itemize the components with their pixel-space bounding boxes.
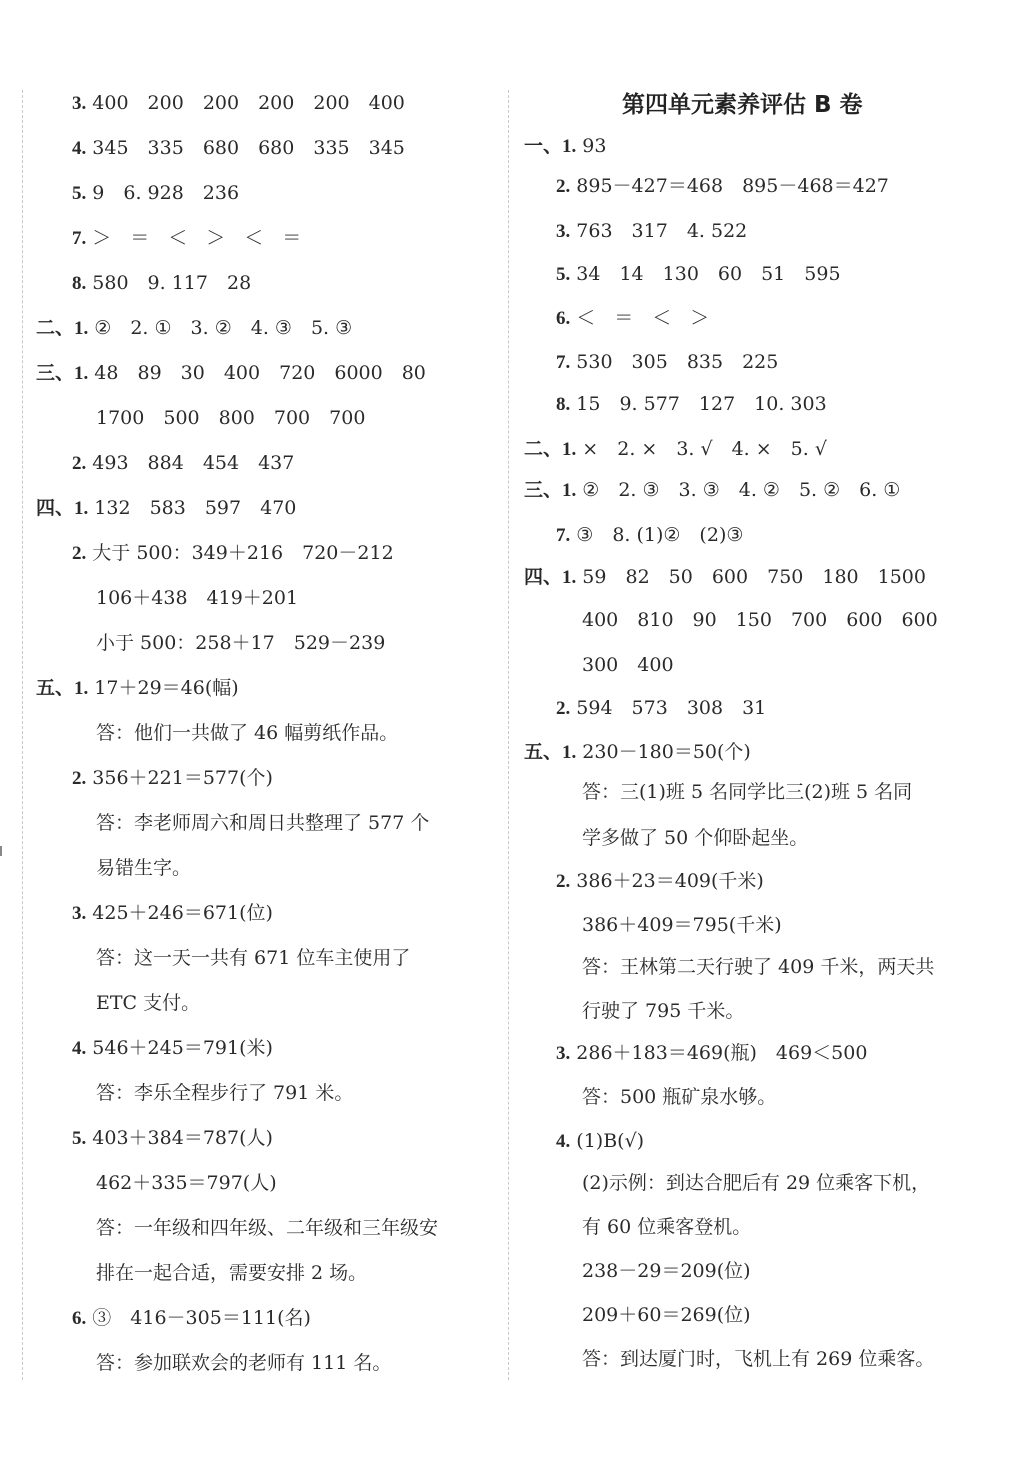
answer-text: 答：这一天一共有 671 位车主使用了 [96,947,411,969]
column-divider [508,90,509,1380]
left-answer-line [96,1351,391,1375]
question-number: 3. [556,221,571,242]
question-number: 5. [556,264,571,285]
question-number: 五、1. [524,742,577,763]
question-number: 7. [72,228,87,249]
answer-text: 34 14 130 60 51 595 [570,263,841,285]
answer-text: 答：王林第二天行驶了 409 千米，两天共 [582,956,935,978]
answer-text: 345 335 680 680 335 345 [86,137,405,159]
left-answer-line [96,586,298,610]
question-number: 4. [72,138,87,159]
answer-text: 15 9. 577 127 10. 303 [570,393,827,415]
left-answer-line [36,316,352,341]
answer-text: 易错生字。 [96,857,192,879]
question-number: 5. [72,1128,87,1149]
right-answer-line [582,999,744,1023]
question-number: 2. [72,543,87,564]
right-answer-line [524,740,751,765]
left-answer-line [96,1081,353,1105]
left-answer-line [96,856,191,880]
right-answer-line [556,174,889,199]
left-answer-line [72,91,405,116]
answer-text: 59 82 50 600 750 180 1500 [576,566,926,588]
question-number: 2. [556,871,571,892]
question-number: 四、1. [524,567,577,588]
left-answer-line [72,1306,311,1331]
answer-text: ③ 8. (1)② (2)③ [570,524,744,546]
left-margin-rule [22,90,23,1380]
left-answer-line [96,1171,277,1195]
answer-text: 425＋246＝671(位) [86,902,273,924]
answer-text: ＞ ＝ ＜ ＞ ＜ ＝ [86,227,302,249]
left-answer-line [96,946,410,970]
right-answer-line [556,869,764,894]
answer-text: ＜ ＝ ＜ ＞ [570,307,710,329]
answer-text: 有 60 位乘客登机。 [582,1216,752,1238]
answer-text: 546＋245＝791(米) [86,1037,273,1059]
answer-text: 答：500 瓶矿泉水够。 [582,1086,777,1108]
answer-text: ③ 416－305＝111(名) [86,1307,311,1329]
question-number: 2. [556,176,571,197]
left-answer-line [96,1216,438,1240]
answer-text: 9 6. 928 236 [86,182,240,204]
answer-text: 530 305 835 225 [570,351,779,373]
answer-text: 763 317 4. 522 [570,220,748,242]
section-title: 第四单元素养评估 B 卷 [622,92,863,118]
question-number: 3. [556,1043,571,1064]
answer-text: (2)示例：到达合肥后有 29 位乘客下机， [582,1172,931,1194]
right-answer-line [582,608,938,632]
question-number: 7. [556,352,571,373]
right-answer-line [582,653,674,677]
right-answer-line [582,913,782,937]
left-answer-line [72,541,394,566]
answer-text: 答：到达厦门时，飞机上有 269 位乘客。 [582,1348,935,1370]
left-answer-line [36,496,296,521]
answer-text: 答：他们一共做了 46 幅剪纸作品。 [96,722,399,744]
answer-text: 462＋335＝797(人) [96,1172,277,1194]
right-answer-line [582,780,912,804]
answer-text: 386＋409＝795(千米) [582,914,782,936]
right-answer-line [556,262,841,287]
answer-text: ② 2. ③ 3. ③ 4. ② 5. ② 6. ① [576,479,901,501]
left-answer-line [96,1261,367,1285]
question-number: 2. [72,453,87,474]
right-answer-line [524,478,900,503]
answer-text: 行驶了 795 千米。 [582,1000,745,1022]
answer-text: 286＋183＝469(瓶) 469＜500 [570,1042,868,1064]
question-number: 四、1. [36,498,89,519]
right-answer-line [556,1041,867,1066]
question-number: 6. [72,1308,87,1329]
right-answer-line [556,1129,644,1154]
left-answer-line [72,1126,273,1151]
right-answer-line [556,392,827,417]
left-answer-line [72,271,251,296]
question-number: 6. [556,308,571,329]
question-number: 3. [72,903,87,924]
left-answer-line [72,136,405,161]
answer-text: 106＋438 419＋201 [96,587,299,609]
right-answer-line [582,1085,776,1109]
right-answer-line [582,1215,751,1239]
left-answer-line [36,676,239,701]
answer-text: 48 89 30 400 720 6000 80 [88,362,426,384]
question-number: 4. [556,1131,571,1152]
question-number: 二、1. [36,318,89,339]
left-answer-line [72,181,239,206]
answer-text: 小于 500：258＋17 529－239 [96,632,386,654]
answer-text: 答：一年级和四年级、二年级和三年级安 [96,1217,439,1239]
question-number: 三、1. [36,363,89,384]
left-answer-line [72,226,301,251]
left-answer-line [72,901,273,926]
question-number: 8. [72,273,87,294]
answer-text: 594 573 308 31 [570,697,767,719]
left-answer-line [96,406,365,430]
left-answer-line [72,451,294,476]
right-answer-line [556,696,766,721]
answer-text: 300 400 [582,654,674,676]
question-number: 5. [72,183,87,204]
answer-text: 386＋23＝409(千米) [570,870,764,892]
left-answer-line [72,766,273,791]
left-answer-line [72,1036,273,1061]
answer-text: 排在一起合适，需要安排 2 场。 [96,1262,368,1284]
question-number: 五、1. [36,678,89,699]
answer-text: 209＋60＝269(位) [582,1304,751,1326]
question-number: 4. [72,1038,87,1059]
right-answer-line [524,565,926,590]
right-answer-line [582,1171,930,1195]
right-answer-line [582,826,808,850]
answer-text: 356＋221＝577(个) [86,767,273,789]
answer-text: ② 2. ① 3. ② 4. ③ 5. ③ [88,317,353,339]
answer-text: 1700 500 800 700 700 [96,407,366,429]
answer-text: 400 810 90 150 700 600 600 [582,609,938,631]
right-answer-line [556,306,709,331]
left-answer-line [96,631,385,655]
right-answer-line [582,1259,751,1283]
right-answer-line [524,437,827,462]
question-number: 2. [72,768,87,789]
answer-text: ETC 支付。 [96,992,201,1014]
answer-text: 93 [576,135,607,157]
answer-text: 895－427＝468 895－468＝427 [570,175,889,197]
answer-text: 238－29＝209(位) [582,1260,751,1282]
answer-text: 答：李乐全程步行了 791 米。 [96,1082,354,1104]
answer-text: 答：参加联欢会的老师有 111 名。 [96,1352,392,1374]
question-number: 二、1. [524,439,577,460]
right-answer-line [556,350,778,375]
answer-text: 答：李老师周六和周日共整理了 577 个 [96,812,430,834]
question-number: 2. [556,698,571,719]
answer-text: 17＋29＝46(幅) [88,677,239,699]
question-number: 8. [556,394,571,415]
right-answer-line [582,955,934,979]
answer-text: 493 884 454 437 [86,452,295,474]
right-answer-line [556,219,747,244]
answer-text: 403＋384＝787(人) [86,1127,273,1149]
question-number: 一、1. [524,136,577,157]
answer-text: 学多做了 50 个仰卧起坐。 [582,827,809,849]
answer-text: 答：三(1)班 5 名同学比三(2)班 5 名同 [582,781,913,803]
question-number: 3. [72,93,87,114]
answer-text: (1)B(√) [570,1130,645,1152]
left-answer-line [96,991,200,1015]
answer-text: 230－180＝50(个) [576,741,751,763]
left-answer-line [96,811,429,835]
left-answer-line [96,721,398,745]
question-number: 7. [556,525,571,546]
right-answer-line [582,1347,934,1371]
answer-text: 580 9. 117 28 [86,272,252,294]
right-answer-line [582,1303,751,1327]
answer-text: 132 583 597 470 [88,497,297,519]
answer-text: × 2. × 3. √ 4. × 5. √ [576,438,827,460]
answer-text: 400 200 200 200 200 400 [86,92,405,114]
left-answer-line [36,361,426,386]
margin-tick [0,846,6,856]
right-answer-line [556,523,743,548]
right-answer-line [524,134,606,159]
answer-text: 大于 500：349＋216 720－212 [86,542,394,564]
question-number: 三、1. [524,480,577,501]
